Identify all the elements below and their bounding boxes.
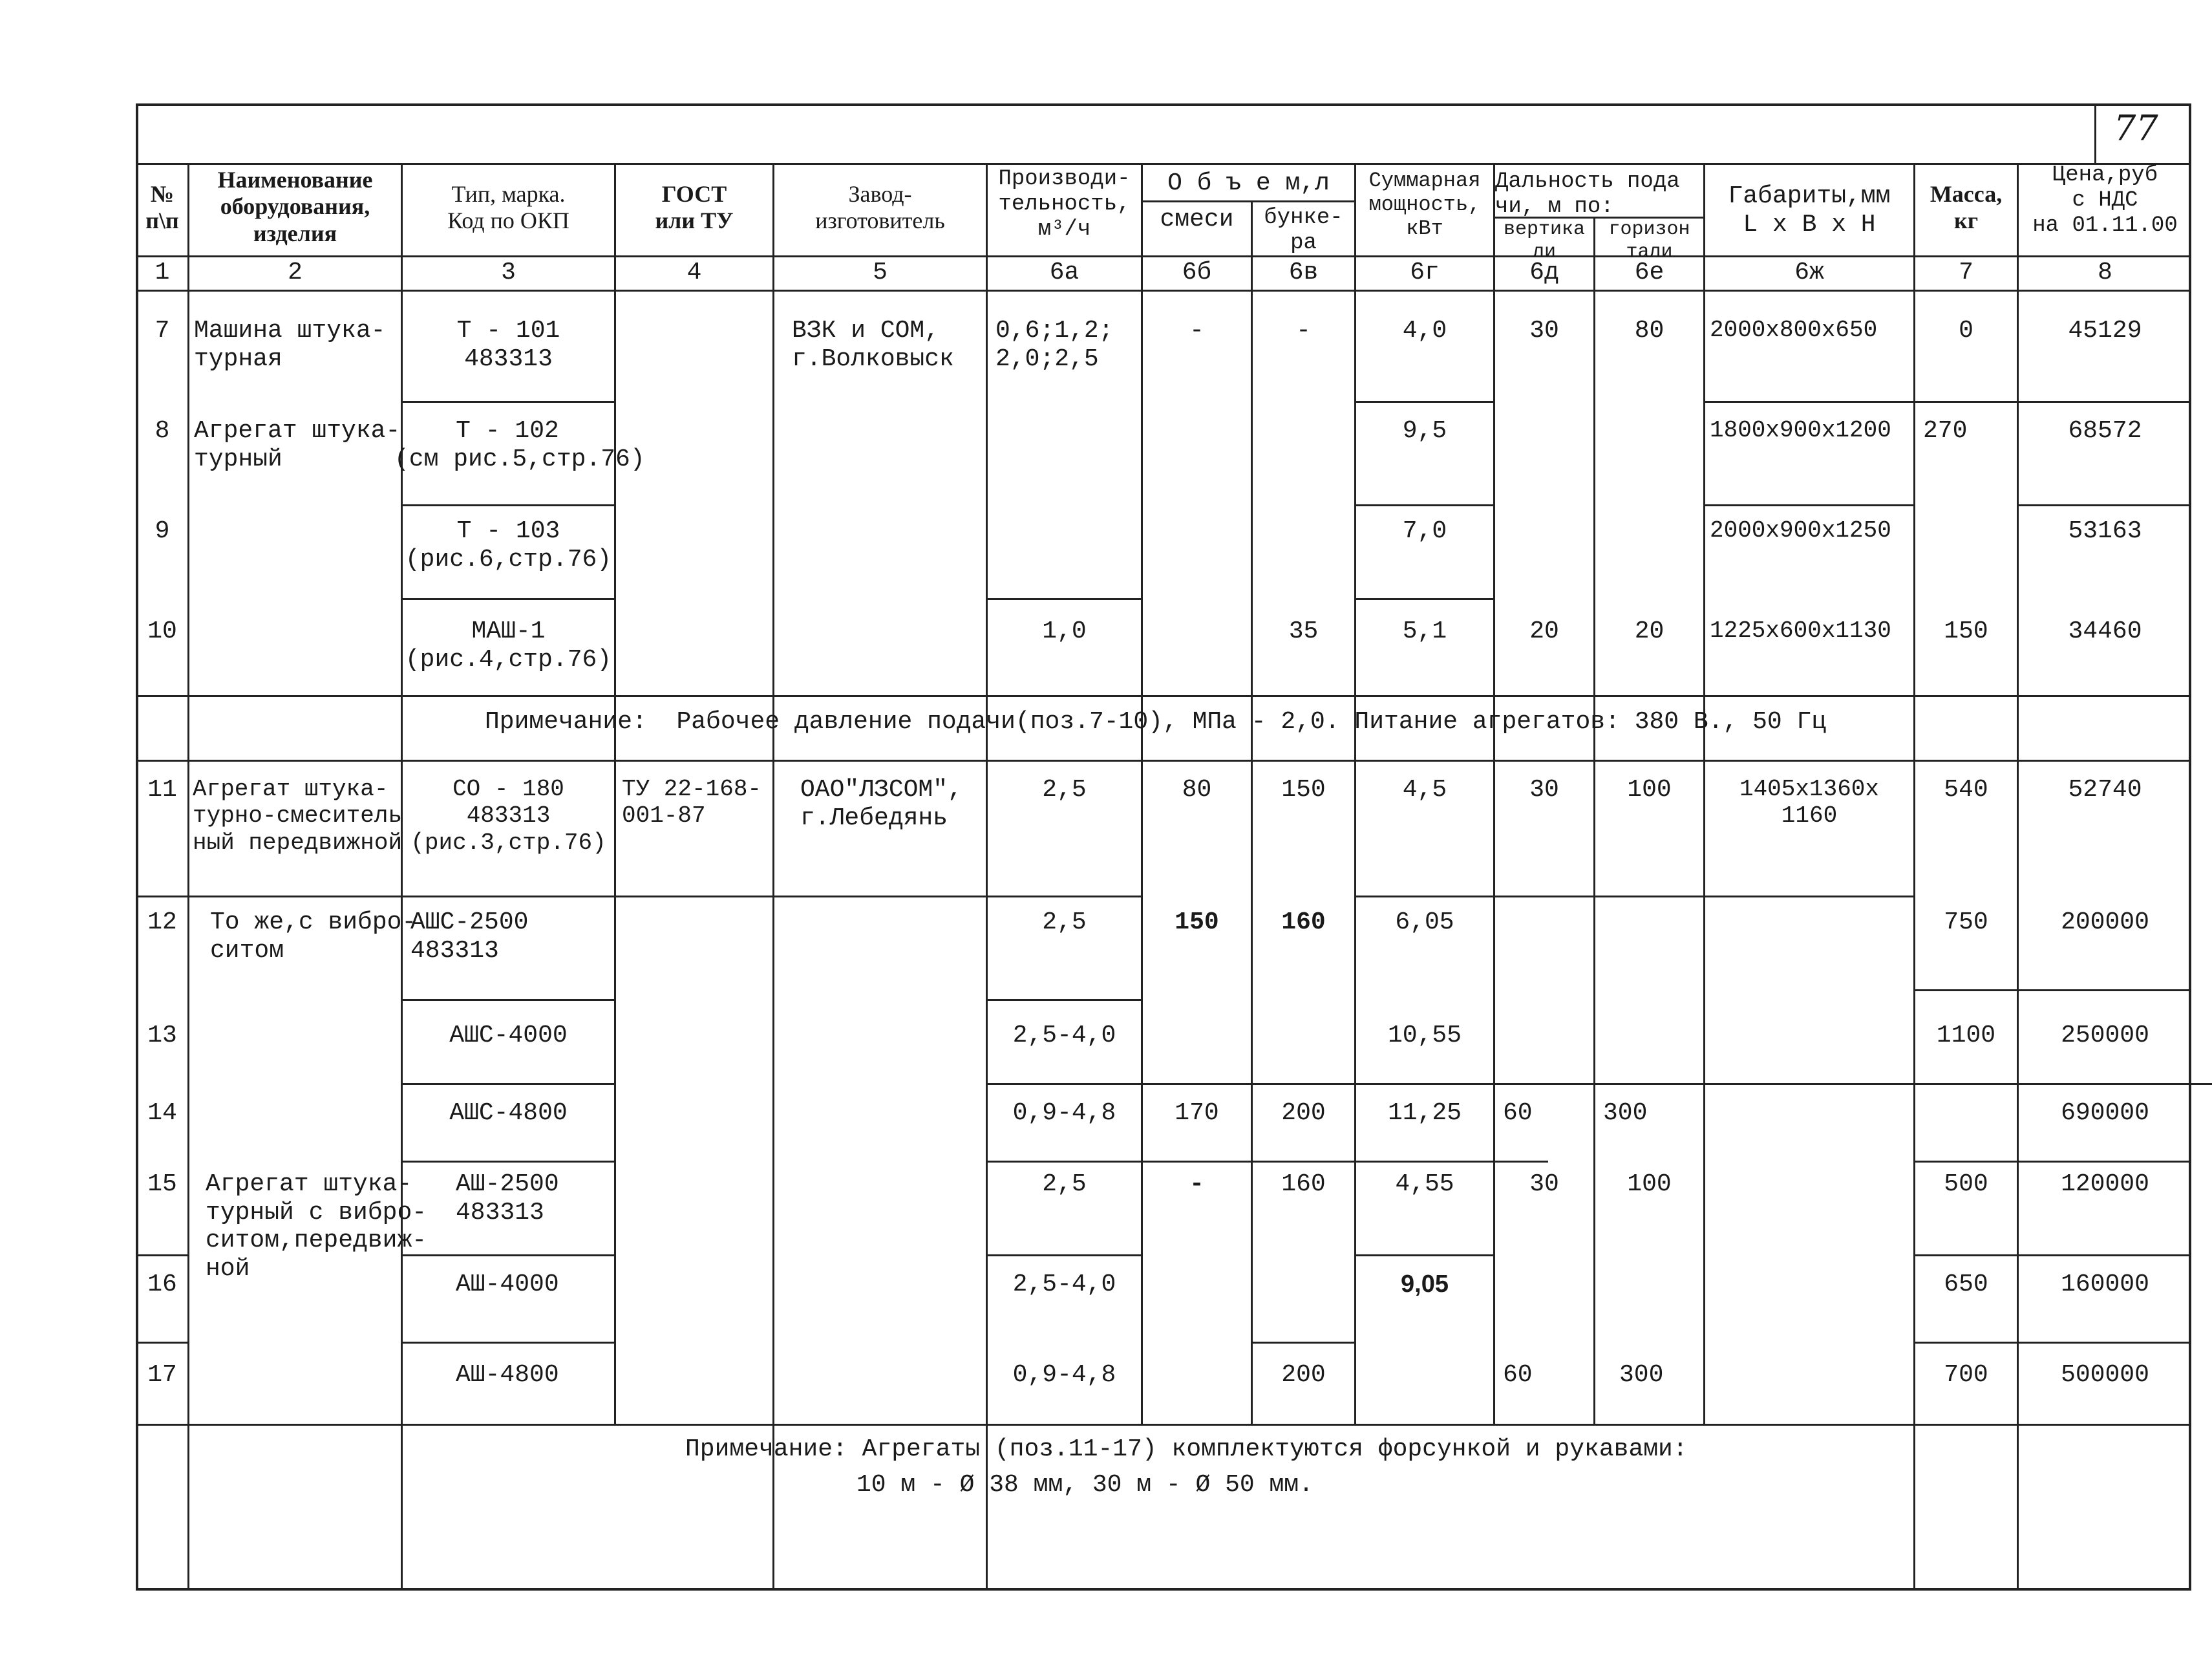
row8-dimensions: 1800x900x1200: [1710, 417, 1891, 444]
row15-type: АШ-2500 483313: [456, 1170, 559, 1227]
row9-type: Т - 103 (рис.6,стр.76): [405, 517, 612, 574]
row11-productivity: 2,5: [1042, 776, 1087, 804]
header-bunker: бунке- ра: [1264, 206, 1343, 256]
header-horizontal: горизон тали: [1608, 219, 1690, 263]
row12-productivity: 2,5: [1042, 908, 1087, 936]
row7-vertical: 30: [1529, 317, 1559, 345]
header-dimensions: Габариты,мм L x B x H: [1728, 182, 1891, 239]
row13-price: 250000: [2061, 1022, 2149, 1049]
row10-productivity: 1,0: [1042, 617, 1087, 645]
row17-horizontal: 300: [1619, 1361, 1664, 1389]
row17-type: АШ-4800: [456, 1361, 559, 1389]
row15-vertical: 30: [1529, 1170, 1559, 1198]
row13-number: 13: [147, 1022, 177, 1049]
row9-number: 9: [154, 517, 170, 545]
row15-name: Агрегат штука- турный с вибро- ситом,передвиж- ной: [206, 1170, 427, 1283]
row16-productivity: 2,5-4,0: [1012, 1271, 1116, 1298]
row10-vertical: 20: [1529, 617, 1559, 645]
row8-mass: 270: [1923, 417, 1968, 445]
row8-price: 68572: [2068, 417, 2142, 445]
row8-type: Т - 102 (см рис.5,стр.76): [394, 417, 645, 473]
header-volume: О б ъ е м,л: [1167, 169, 1330, 197]
note-pressure: Примечание: Рабочее давление подачи(поз.7-10), МПа - 2,0. Питание агрегатов: 380 В., 50 Гц: [485, 708, 1827, 736]
row10-number: 10: [147, 617, 177, 645]
row7-bunker: -: [1296, 317, 1311, 345]
row17-mass: 700: [1944, 1361, 1988, 1389]
row14-productivity: 0,9-4,8: [1012, 1099, 1116, 1127]
row12-power: 6,05: [1395, 908, 1454, 936]
row7-type: Т - 101 483313: [456, 317, 560, 373]
colnum-6v: 6в: [1288, 259, 1319, 286]
row7-number: 7: [154, 317, 170, 345]
row7-mass: 0: [1959, 317, 1973, 345]
row12-number: 12: [147, 908, 177, 936]
row8-name: Агрегат штука- турный: [194, 417, 401, 473]
header-name: Наименование оборудования, изделия: [217, 167, 373, 246]
colnum-6zh: 6ж: [1794, 259, 1824, 286]
row11-power: 4,5: [1402, 776, 1447, 804]
row10-bunker: 35: [1288, 617, 1319, 645]
row10-mass: 150: [1944, 617, 1988, 645]
colnum-8: 8: [2098, 259, 2112, 286]
row13-type: АШС-4000: [449, 1022, 568, 1049]
colnum-4: 4: [686, 259, 702, 286]
header-price: Цена,руб с НДС на 01.11.00: [2032, 163, 2178, 239]
colnum-2: 2: [288, 259, 303, 286]
row17-bunker: 200: [1281, 1361, 1326, 1389]
row11-horizontal: 100: [1627, 776, 1672, 804]
row11-dimensions: 1405x1360x 1160: [1739, 776, 1880, 830]
colnum-6e: 6е: [1634, 259, 1664, 286]
header-number: № п\п: [145, 181, 179, 234]
row7-dimensions: 2000x800x650: [1710, 317, 1878, 343]
page-number: 77: [2114, 108, 2158, 149]
header-productivity: Производи- тельность, м³/ч: [998, 167, 1131, 242]
header-factory: Завод- изготовитель: [815, 181, 945, 234]
row11-number: 11: [147, 776, 177, 804]
row13-mass: 1100: [1936, 1022, 1996, 1049]
row14-number: 14: [147, 1099, 177, 1127]
col-line: [187, 163, 189, 1591]
row16-mass: 650: [1944, 1271, 1988, 1298]
row11-vertical: 30: [1529, 776, 1559, 804]
row14-bunker: 200: [1281, 1099, 1326, 1127]
row16-power: 9,05: [1401, 1271, 1449, 1298]
row16-type: АШ-4000: [456, 1271, 559, 1298]
row11-factory: ОАО"ЛЗСОМ", г.Лебедянь: [800, 776, 962, 832]
row15-mass: 500: [1944, 1170, 1988, 1198]
row13-productivity: 2,5-4,0: [1012, 1022, 1116, 1049]
row10-dimensions: 1225x600x1130: [1710, 617, 1891, 644]
row15-price: 120000: [2061, 1170, 2149, 1198]
header-mix: смеси: [1160, 206, 1234, 233]
row10-type: МАШ-1 (рис.4,стр.76): [405, 617, 612, 674]
note-hoses: 10 м - Ø 38 мм, 30 м - Ø 50 мм.: [856, 1471, 1313, 1499]
row15-number: 15: [147, 1170, 177, 1198]
note-accessories: Примечание: Агрегаты (поз.11-17) комплектуются форсункой и рукавами:: [685, 1435, 1688, 1463]
row9-price: 53163: [2068, 517, 2142, 545]
row7-horizontal: 80: [1634, 317, 1664, 345]
row14-price: 690000: [2061, 1099, 2149, 1127]
row11-type: СО - 180 483313 (рис.3,стр.76): [410, 776, 606, 856]
row11-name: Агрегат штука- турно-смеситель ный передвижной: [193, 776, 403, 856]
header-vertical: вертика ли: [1503, 219, 1586, 263]
row12-price: 200000: [2061, 908, 2149, 936]
row7-price: 45129: [2068, 317, 2142, 345]
row17-number: 17: [147, 1361, 177, 1389]
colnum-3: 3: [501, 259, 516, 286]
row13-power: 10,55: [1387, 1022, 1462, 1049]
row11-mix: 80: [1182, 776, 1212, 804]
row15-productivity: 2,5: [1042, 1170, 1087, 1198]
header-mass: Масса, кг: [1930, 181, 2003, 234]
row17-productivity: 0,9-4,8: [1012, 1361, 1116, 1389]
colnum-7: 7: [1959, 259, 1973, 286]
row10-price: 34460: [2068, 617, 2142, 645]
header-type: Тип, марка. Код по ОКП: [447, 181, 569, 234]
row12-mass: 750: [1944, 908, 1988, 936]
colnum-6b: 6б: [1182, 259, 1212, 286]
colnum-5: 5: [873, 259, 888, 286]
row12-mix: 150: [1175, 908, 1219, 936]
row12-name: То же,с вибро- ситом: [210, 908, 417, 965]
row17-price: 500000: [2061, 1361, 2149, 1389]
row17-vertical: 60: [1503, 1361, 1533, 1389]
row14-mix: 170: [1175, 1099, 1219, 1127]
row7-factory: ВЗК и СОМ, г.Волковыск: [792, 317, 954, 373]
row7-productivity: 0,6;1,2; 2,0;2,5: [995, 317, 1114, 373]
header-power: Суммарная мощность, кВт: [1368, 169, 1481, 241]
row10-horizontal: 20: [1634, 617, 1664, 645]
colnum-1: 1: [154, 259, 170, 286]
row8-power: 9,5: [1402, 417, 1447, 445]
row15-power: 4,55: [1395, 1170, 1454, 1198]
row10-power: 5,1: [1402, 617, 1447, 645]
row9-power: 7,0: [1402, 517, 1447, 545]
colnum-6d: 6д: [1529, 259, 1559, 286]
row11-bunker: 150: [1281, 776, 1326, 804]
header-distance: Дальность пода чи, м по:: [1495, 169, 1680, 220]
row16-price: 160000: [2061, 1271, 2149, 1298]
row15-bunker: 160: [1281, 1170, 1326, 1198]
row12-bunker: 160: [1281, 908, 1326, 936]
row15-horizontal: 100: [1627, 1170, 1672, 1198]
row11-price: 52740: [2068, 776, 2142, 804]
row12-type: АШС-2500 483313: [410, 908, 529, 965]
row14-horizontal: 300: [1603, 1099, 1648, 1127]
row11-gost: ТУ 22-168- 001-87: [622, 776, 762, 830]
colnum-6a: 6а: [1049, 259, 1079, 286]
header-gost: ГОСТ или ТУ: [655, 181, 734, 234]
row15-mix: -: [1189, 1170, 1204, 1198]
row14-type: АШС-4800: [449, 1099, 568, 1127]
row7-power: 4,0: [1402, 317, 1447, 345]
row9-dimensions: 2000x900x1250: [1710, 517, 1891, 544]
row7-mix: -: [1189, 317, 1204, 345]
row14-power: 11,25: [1387, 1099, 1462, 1127]
row8-number: 8: [154, 417, 170, 445]
colnum-6g: 6г: [1410, 259, 1440, 286]
row14-vertical: 60: [1503, 1099, 1533, 1127]
row11-mass: 540: [1944, 776, 1988, 804]
row7-name: Машина штука- турная: [194, 317, 386, 373]
row16-number: 16: [147, 1271, 177, 1298]
